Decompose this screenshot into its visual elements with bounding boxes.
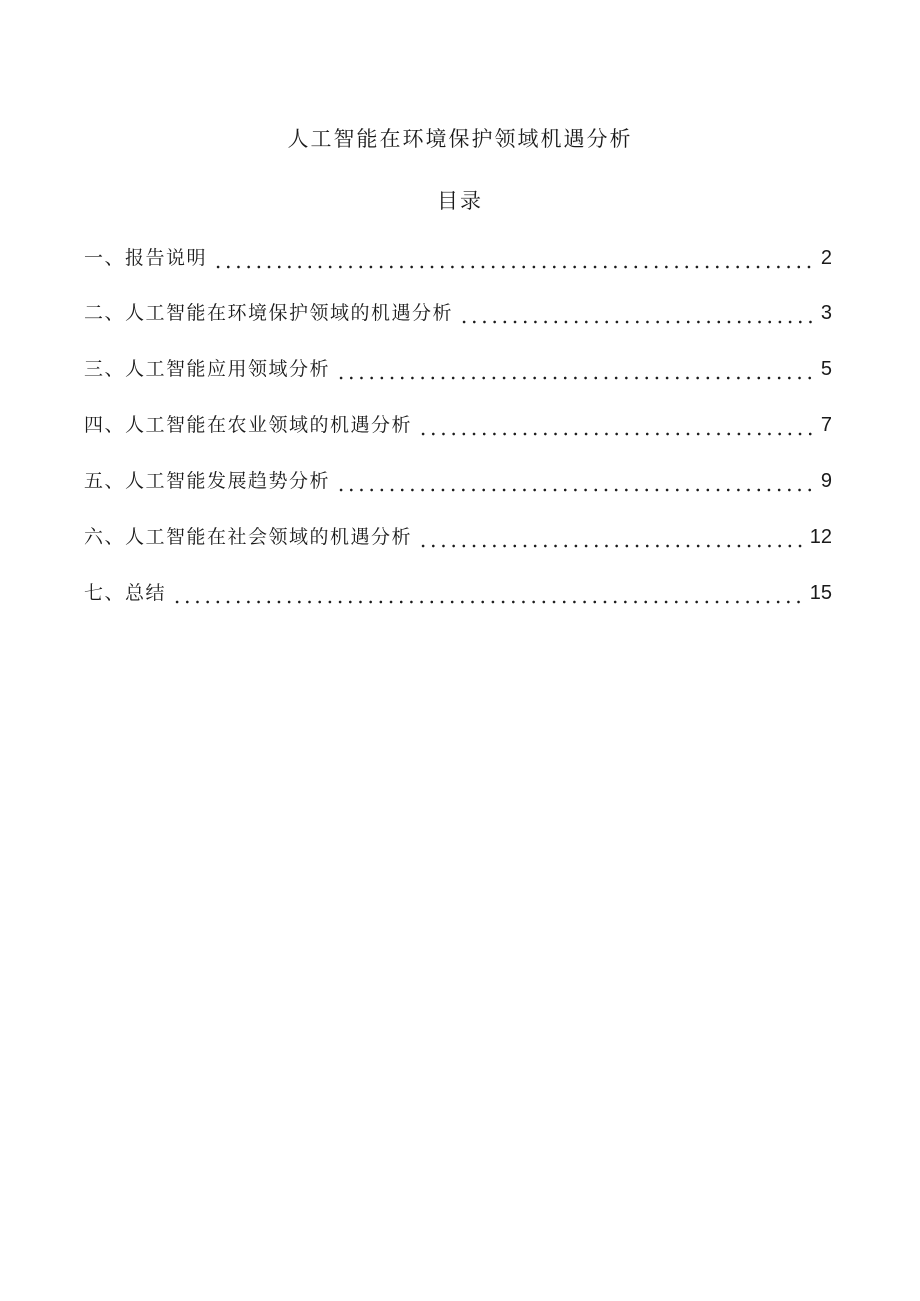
toc-entry-label: 五、人工智能发展趋势分析 [84,470,331,492]
toc-page-number: 15 [809,582,832,604]
toc-entry[interactable] [84,465,832,497]
toc-entry-label: 四、人工智能在农业领域的机遇分析 [84,414,413,436]
document-title: 人工智能在环境保护领域机遇分析 [287,127,633,151]
dot-leader [213,265,815,269]
dot-leader [418,544,804,548]
toc-entry-label: 二、人工智能在环境保护领域的机遇分析 [84,302,454,324]
toc-page-number: 12 [809,526,832,548]
dot-leader [336,376,815,380]
toc-entry[interactable] [84,297,832,329]
toc-page-number: 7 [820,414,832,436]
toc-entry[interactable] [84,353,832,385]
toc-entry-label: 三、人工智能应用领域分析 [84,358,331,380]
dot-leader [418,432,815,436]
toc-entry[interactable] [84,577,832,609]
toc-page-number: 9 [820,470,832,492]
dot-leader [336,488,815,492]
dot-leader [459,320,815,324]
toc-entry[interactable] [84,242,832,274]
dot-leader [172,600,804,604]
toc-heading: 目录 [437,189,483,213]
toc-entry-label: 一、报告说明 [84,247,208,269]
toc-page-number: 2 [820,247,832,269]
toc-page-number: 5 [820,358,832,380]
toc-entry-label: 七、总结 [84,582,167,604]
toc-entry-label: 六、人工智能在社会领域的机遇分析 [84,526,413,548]
toc-page-number: 3 [820,302,832,324]
toc-entry[interactable] [84,409,832,441]
toc-entry[interactable] [84,521,832,553]
